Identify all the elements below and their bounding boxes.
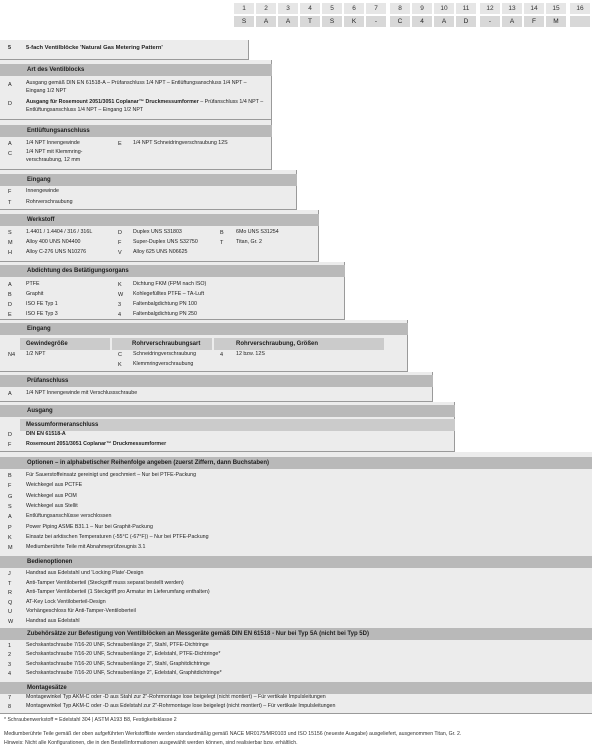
- abd-text-b: Graphit: [26, 291, 44, 297]
- column-code-14: F: [524, 16, 544, 27]
- zubehoer-code: 1: [8, 643, 12, 649]
- column-number-8: 8: [390, 3, 410, 14]
- entl-text-c: 1/4 NPT mit Klemmring-verschraubung, 12 mm: [26, 149, 83, 163]
- column-number-4: 4: [300, 3, 320, 14]
- eingang-code-t: T: [8, 200, 12, 206]
- column-number-11: 11: [456, 3, 476, 14]
- ausgang-header: Ausgang: [0, 405, 455, 417]
- eingang2-header: Eingang: [0, 323, 408, 335]
- messum-text-f: Rosemount 2051/3051 Coplanar™ Druckmessumformer: [26, 441, 167, 447]
- ein2-text-c: Schneidringverschraubung: [133, 351, 197, 357]
- werk-text-v: Alloy 625 UNS N06625: [133, 249, 188, 255]
- title-code: 5: [8, 45, 12, 51]
- eingang-code-f: F: [8, 189, 12, 195]
- art-text-d: [26, 99, 266, 115]
- messum-subheader: Messumformeranschluss: [20, 419, 455, 431]
- eingang-header: Eingang: [0, 174, 297, 186]
- column-number-13: 13: [502, 3, 522, 14]
- optionen-header: Optionen – in alphabetischer Reihenfolge angeben (zuerst Ziffern, dann Buchstaben): [0, 457, 592, 469]
- column-code-12: -: [480, 16, 500, 27]
- ein2-code-4: 4: [220, 352, 224, 358]
- entl-code-c: C: [8, 151, 12, 157]
- bedien-item: Anti-Tamper Ventiloberteil (1 Steckgriff pro Armatur im Lieferumfang enthalten): [26, 589, 210, 596]
- column-code-7: -: [366, 16, 386, 27]
- werk-text-f: Super-Duplex UNS S32750: [133, 239, 198, 245]
- column-number-9: 9: [412, 3, 432, 14]
- abd-code-4: 4: [118, 312, 122, 318]
- column-number-1: 1: [234, 3, 254, 14]
- bedien-item: Handrad aus Edelstahl und 'Locking Plate'-Design: [26, 570, 144, 576]
- bedien-code: J: [8, 571, 11, 577]
- werk-code-b: B: [220, 230, 224, 236]
- werk-code-d: D: [118, 230, 122, 236]
- werk-text-s: 1.4401 / 1.4404 / 316 / 316L: [26, 229, 93, 235]
- abdichtung-header: Abdichtung des Betätigungsorgans: [0, 265, 345, 277]
- bedien-header: Bedienoptionen: [0, 556, 592, 568]
- bedien-code: U: [8, 609, 12, 616]
- column-code-2: A: [256, 16, 276, 27]
- bedien-item: AT-Key Lock Ventiloberteil-Design: [26, 598, 106, 605]
- gewinde-subheader: Gewindegröße: [20, 338, 110, 350]
- entl-code-e: E: [118, 141, 122, 147]
- column-number-16: 16: [570, 3, 590, 14]
- werk-text-d: Duplex UNS S31803: [133, 229, 182, 235]
- montage-item: Montagewinkel Typ AKM-C oder -D aus Stahl zur 2"-Rohrmontage lose beigelegt (nicht montiert) – Für vertikale Impulsleitungen: [26, 694, 326, 700]
- zubehoer-item: Sechskantschraube 7/16-20 UNF, Schraubenlänge 2", Stahl, Graphitdichtringe: [26, 660, 210, 667]
- column-number-10: 10: [434, 3, 454, 14]
- messum-code-f: F: [8, 442, 12, 448]
- zubehoer-code: 2: [8, 652, 12, 659]
- abd-code-k: K: [118, 282, 122, 288]
- rohrart-subheader: Rohrverschraubungsart: [112, 338, 212, 350]
- werk-code-f: F: [118, 240, 122, 246]
- bedien-item: Anti-Tamper Ventiloberteil (Steckgriff muss separat bestellt werden): [26, 579, 184, 586]
- zubehoer-item: Sechskantschraube 7/16-20 UNF, Schraubenlänge 2", Stahl, PTFE-Dichtringe: [26, 642, 209, 648]
- werk-code-s: S: [8, 230, 12, 236]
- abd-code-d: D: [8, 302, 12, 308]
- optionen-item: Weichkegel aus POM: [26, 492, 77, 499]
- optionen-code: A: [8, 514, 12, 521]
- werk-text-b: 6Mo UNS S31254: [236, 229, 279, 235]
- optionen-code: K: [8, 534, 12, 541]
- abd-code-3: 3: [118, 302, 122, 308]
- montage-code: 8: [8, 704, 12, 711]
- messum-code-d: D: [8, 432, 12, 438]
- zubehoer-item: Sechskantschraube 7/16-20 UNF, Schraubenlänge 2", Edelstahl, PTFE-Dichtringe*: [26, 651, 221, 658]
- column-code-15: M: [546, 16, 566, 27]
- bedien-item: Vorhängeschloss für Anti-Tamper-Ventiloberteil: [26, 608, 136, 615]
- werk-text-t: Titan, Gr. 2: [236, 239, 263, 245]
- zubehoer-code: 3: [8, 661, 12, 668]
- column-code-10: A: [434, 16, 454, 27]
- column-code-11: D: [456, 16, 476, 27]
- art-code-d: D: [8, 101, 12, 107]
- werk-code-h: H: [8, 250, 12, 256]
- column-code-1: S: [234, 16, 254, 27]
- ein2-text-k: Klemmringverschraubung: [133, 361, 194, 367]
- zubehoer-header: Zubehörsätze zur Befestigung von Ventilblöcken an Messgeräte gemäß DIN EN 61518 - Nur bei Typ 5A (nicht bei Typ 5D): [0, 628, 592, 640]
- column-number-6: 6: [344, 3, 364, 14]
- column-number-2: 2: [256, 3, 276, 14]
- column-number-3: 3: [278, 3, 298, 14]
- werk-code-v: V: [118, 250, 122, 256]
- ein2-text-n4: 1/2 NPT: [26, 351, 46, 357]
- ein2-code-c: C: [118, 352, 122, 358]
- column-number-5: 5: [322, 3, 342, 14]
- column-code-13: A: [502, 16, 522, 27]
- werk-text-m: Alloy 400 UNS N04400: [26, 239, 81, 245]
- art-text-d-bold: Ausgang für Rosemount 2051/3051 Coplanar™ Druckmessumformer: [26, 99, 199, 105]
- column-number-14: 14: [524, 3, 544, 14]
- bedien-item: Handrad aus Edelstahl: [26, 618, 80, 624]
- optionen-item: Power Piping ASME B31.1 – Nur bei Graphit-Packung: [26, 523, 153, 530]
- entl-header: Entlüftungsanschluss: [0, 125, 272, 137]
- optionen-code: S: [8, 503, 12, 510]
- optionen-code: B: [8, 473, 12, 479]
- art-text-d-rest: – Prüfanschluss 1/4 NPT – Entlüftungsanschluss 1/4 NPT – Eingang 1/2 NPT: [26, 99, 264, 113]
- abd-text-w: Kohlegefülltes PTFE – TA-Luft: [133, 291, 205, 297]
- werk-code-t: T: [220, 240, 224, 246]
- column-number-12: 12: [480, 3, 500, 14]
- column-number-15: 15: [546, 3, 566, 14]
- abd-code-a: A: [8, 282, 12, 288]
- abd-text-k: Dichtung FKM (FPM nach ISO): [133, 281, 207, 287]
- column-code-8: C: [390, 16, 410, 27]
- zubehoer-code: 4: [8, 670, 12, 677]
- abd-text-a: PTFE: [26, 281, 40, 287]
- column-code-3: A: [278, 16, 298, 27]
- abd-text-d: ISO FE Typ 1: [26, 301, 58, 307]
- ein2-code-n4: N4: [8, 352, 16, 358]
- optionen-item: Mediumberührte Teile mit Abnahmeprüfzeugnis 3.1: [26, 544, 146, 551]
- column-code-9: 4: [412, 16, 432, 27]
- footnote-line2: Hinweis: Nicht alle Konfigurationen, die in den Bestellinformationen ausgewählt werden können, sind realisierbar bzw. erhältlich.: [4, 740, 298, 746]
- bedien-code: R: [8, 590, 12, 597]
- column-code-6: K: [344, 16, 364, 27]
- optionen-item: Weichkegel aus PCTFE: [26, 482, 83, 489]
- abd-code-b: B: [8, 292, 12, 298]
- entl-code-a: A: [8, 141, 12, 147]
- pruef-header: Prüfanschluss: [0, 375, 433, 387]
- footnote-line1: Mediumberührte Teile gemäß der oben aufgeführten Werkstoffliste werden standardmäßig gemäß NACE MR0175/MR0103 und ISO 15156 (neueste Ausgabe) ausgeliefert, ausgenommen Titan, Gr. 2.: [4, 731, 462, 737]
- messum-text-d: DIN EN 61518-A: [26, 431, 66, 437]
- title-label: 5-fach Ventilblöcke 'Natural Gas Metering Pattern': [26, 45, 163, 51]
- pruef-text-a: 1/4 NPT Innengewinde mit Verschlussschraube: [26, 390, 138, 396]
- werkstoff-header: Werkstoff: [0, 214, 319, 226]
- footnote-star: * Schraubenwerkstoff = Edelstahl 304 | ASTM A193 B8, Festigkeitsklasse 2: [4, 717, 177, 723]
- eingang-text-f: Innengewinde: [26, 188, 59, 194]
- bedien-code: T: [8, 580, 12, 587]
- optionen-item: Entlüftungsanschlüsse verschlossen: [26, 513, 112, 520]
- bedien-code: W: [8, 619, 14, 625]
- abd-code-e: E: [8, 312, 12, 318]
- zubehoer-item: Sechskantschraube 7/16-20 UNF, Schraubenlänge 2", Edelstahl, Graphitdichtringe*: [26, 669, 222, 676]
- optionen-item: Für Sauerstoffeinsatz gereinigt und geschmiert – Nur bei PTFE-Packung: [26, 472, 197, 478]
- montage-code: 7: [8, 695, 12, 701]
- werk-code-m: M: [8, 240, 13, 246]
- art-code-a: A: [8, 82, 12, 88]
- column-code-16: [570, 16, 590, 27]
- art-text-a: Ausgang gemäß DIN EN 61518-A – Prüfanschluss 1/4 NPT – Entlüftungsanschluss 1/4 NPT – Eingang 1/2 NPT: [26, 80, 247, 94]
- montage-header: Montagesätze: [0, 682, 592, 694]
- eingang-text-t: Rohrverschraubung: [26, 199, 73, 205]
- column-code-row: [0, 0, 592, 28]
- abd-text-4: Faltenbalgdichtung PN 250: [133, 311, 197, 317]
- art-header: Art des Ventilblocks: [0, 64, 272, 76]
- optionen-code: G: [8, 493, 13, 500]
- optionen-code: M: [8, 545, 13, 552]
- pruef-code-a: A: [8, 391, 12, 397]
- optionen-item: Weichkegel aus Stellit: [26, 502, 78, 509]
- montage-item: Montagewinkel Typ AKM-C oder -D aus Edelstahl zur 2"-Rohrmontage lose beigelegt (nicht montiert) – Für vertikale Impulsleitungen: [26, 703, 336, 710]
- werk-text-h: Alloy C-276 UNS N10276: [26, 249, 87, 255]
- abd-code-w: W: [118, 292, 124, 298]
- rohrgroesse-subheader: Rohrverschraubung, Größen: [214, 338, 384, 350]
- optionen-code: F: [8, 483, 12, 490]
- ein2-text-4: 12 bzw. 12S: [236, 351, 265, 357]
- optionen-item: Einsatz bei arktischen Temperaturen (-55°C (-67°F)) – Nur bei PTFE-Packung: [26, 533, 209, 540]
- abd-text-3: Faltenbalgdichtung PN 100: [133, 301, 197, 307]
- ein2-code-k: K: [118, 362, 122, 368]
- column-number-7: 7: [366, 3, 386, 14]
- entl-text-e: 1/4 NPT Schneidringverschraubung 12S: [133, 140, 228, 146]
- abd-text-e: ISO FE Typ 3: [26, 311, 58, 317]
- column-code-5: S: [322, 16, 342, 27]
- optionen-code: P: [8, 524, 12, 531]
- entl-text-a: 1/4 NPT Innengewinde: [26, 140, 80, 146]
- column-code-4: T: [300, 16, 320, 27]
- bedien-code: Q: [8, 599, 13, 606]
